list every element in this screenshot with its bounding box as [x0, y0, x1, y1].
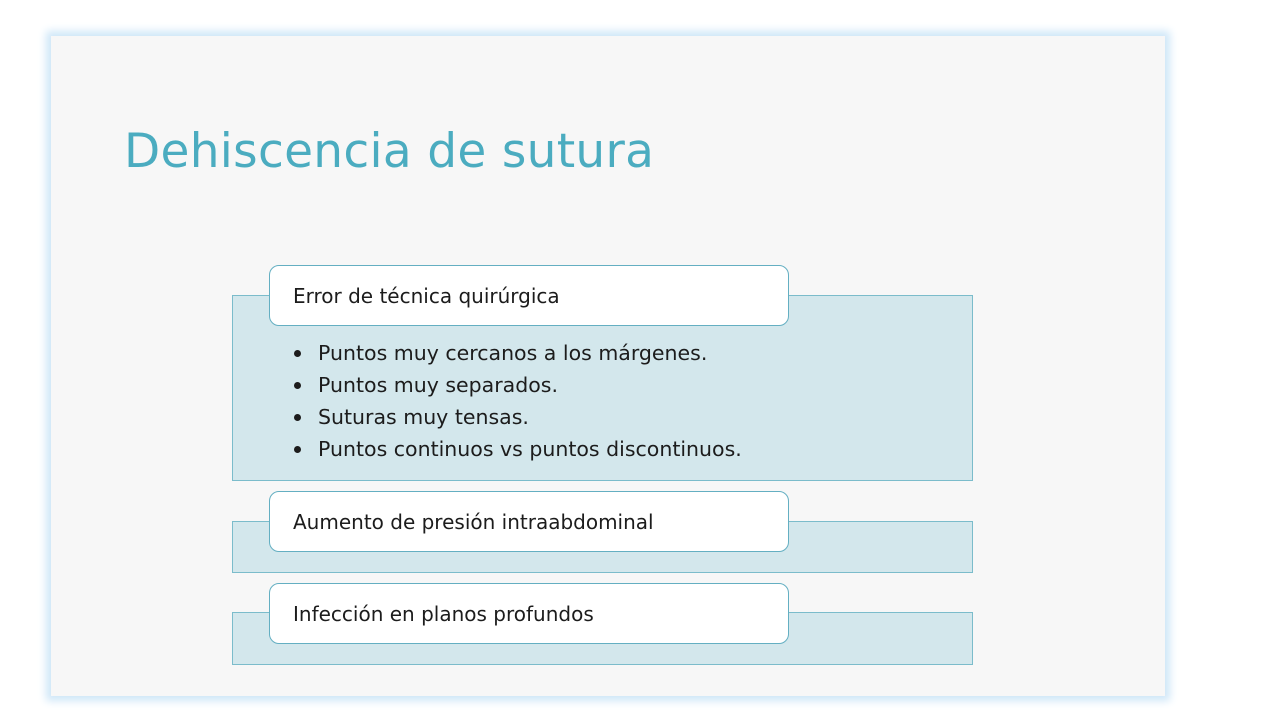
bullet-text: Puntos muy separados. [318, 373, 558, 397]
bullet-dot-icon [294, 382, 301, 389]
bullet-dot-icon [294, 446, 301, 453]
section-heading-label: Infección en planos profundos [293, 601, 594, 626]
bullet-dot-icon [294, 350, 301, 357]
section-heading-presion [269, 491, 789, 552]
bullet-list [288, 337, 742, 465]
bullet-text: Suturas muy tensas. [318, 405, 529, 429]
section-heading-label: Aumento de presión intraabdominal [293, 509, 654, 534]
list-item [288, 401, 742, 433]
section-heading-error-tecnica [269, 265, 789, 326]
bullet-dot-icon [294, 414, 301, 421]
section-heading-label: Error de técnica quirúrgica [293, 283, 560, 308]
slide-title: Dehiscencia de sutura [124, 124, 655, 179]
slide [51, 36, 1165, 696]
section-heading-infeccion [269, 583, 789, 644]
list-item [288, 433, 742, 465]
bullet-text: Puntos continuos vs puntos discontinuos. [318, 437, 742, 461]
bullet-text: Puntos muy cercanos a los márgenes. [318, 341, 708, 365]
list-item [288, 369, 742, 401]
list-item [288, 337, 742, 369]
